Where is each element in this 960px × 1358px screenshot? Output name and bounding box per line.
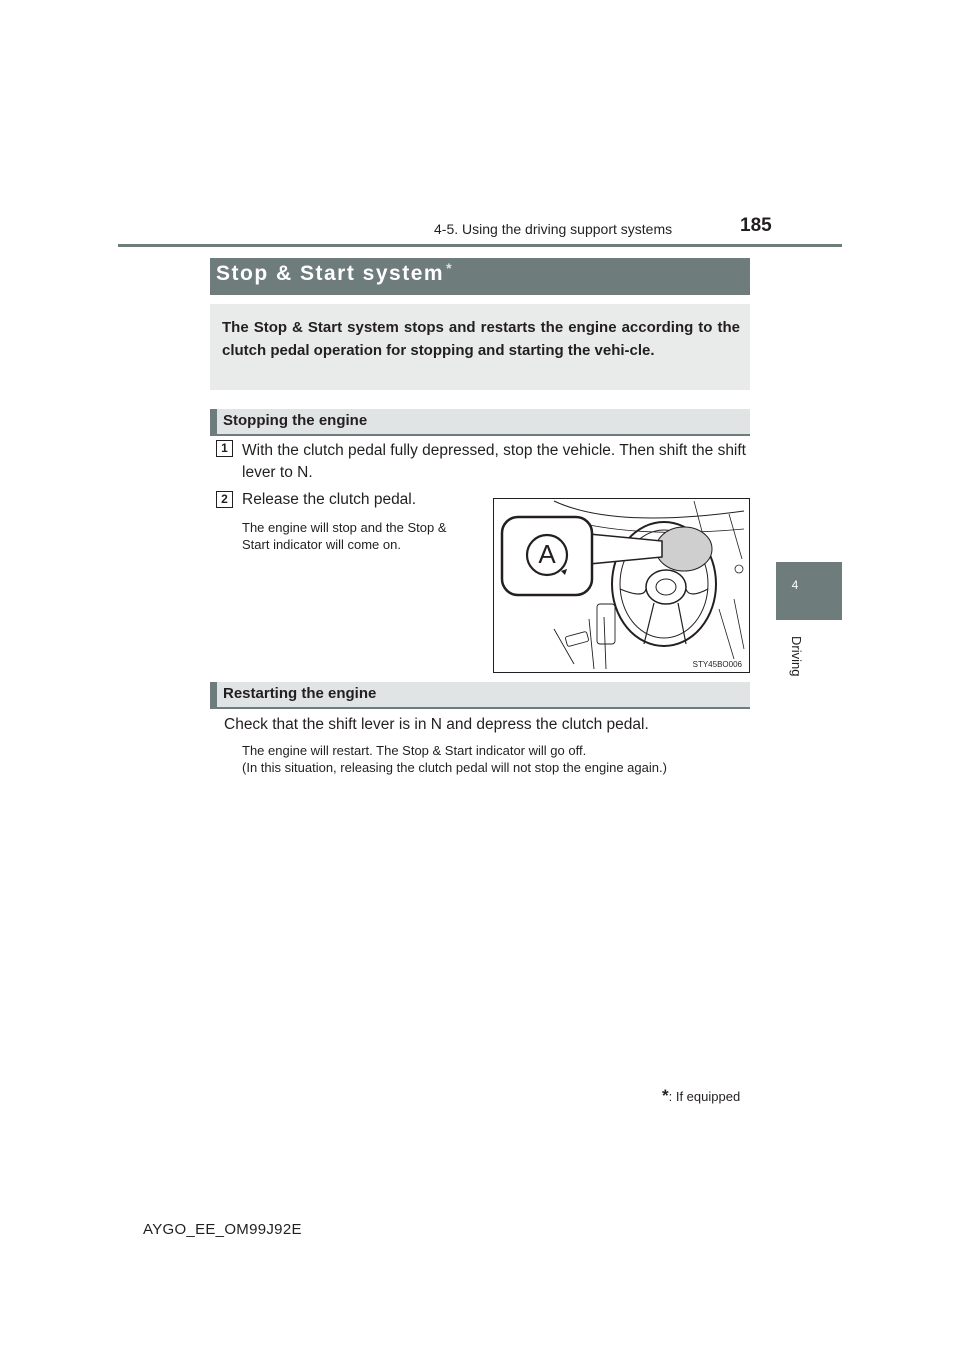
page-heading <box>216 262 453 286</box>
stopping-heading: Stopping the engine <box>223 412 368 429</box>
step-1-marker: 1 <box>216 440 233 457</box>
figure-code: STY45BO006 <box>692 660 742 669</box>
restart-instruction: Check that the shift lever is in N and depress the clutch pedal. <box>224 716 649 733</box>
step-2-text: Release the clutch pedal. <box>242 491 417 508</box>
equipped-footnote <box>662 1086 740 1106</box>
step-2-note-line2: Start indicator will come on. <box>242 537 401 552</box>
restart-note-line1: The engine will restart. The Stop & Start indicator will go off. <box>242 743 587 758</box>
step-2-marker: 2 <box>216 491 233 508</box>
steering-wheel-drawing <box>494 499 749 672</box>
step-1-text: With the clutch pedal fully depressed, stop the vehicle. Then shift the shift lever to N. <box>242 442 746 481</box>
page-number: 185 <box>740 215 772 236</box>
dashboard-illustration <box>493 498 750 673</box>
equipped-asterisk: * <box>446 260 454 276</box>
indicator-letter: A <box>538 539 556 569</box>
header-rule <box>118 244 842 247</box>
chapter-number: 4 <box>791 578 799 592</box>
footnote-text: : If equipped <box>668 1089 741 1104</box>
restart-note-line2: (In this situation, releasing the clutch pedal will not stop the engine again.) <box>242 760 667 775</box>
page-heading-text: Stop & Start system <box>216 262 445 285</box>
document-code: AYGO_EE_OM99J92E <box>143 1221 302 1238</box>
section-title: 4-5. Using the driving support systems <box>434 221 673 237</box>
step-2-note-line1: The engine will stop and the Stop & <box>242 520 447 535</box>
intro-text: The Stop & Start system stops and restarts the engine according to the clutch pedal operation for stopping and starting the vehi-cle. <box>222 319 740 359</box>
restarting-heading: Restarting the engine <box>223 685 377 702</box>
chapter-label-text: Driving <box>789 636 804 677</box>
chapter-label <box>770 630 820 680</box>
footnote-asterisk: * <box>662 1086 669 1105</box>
